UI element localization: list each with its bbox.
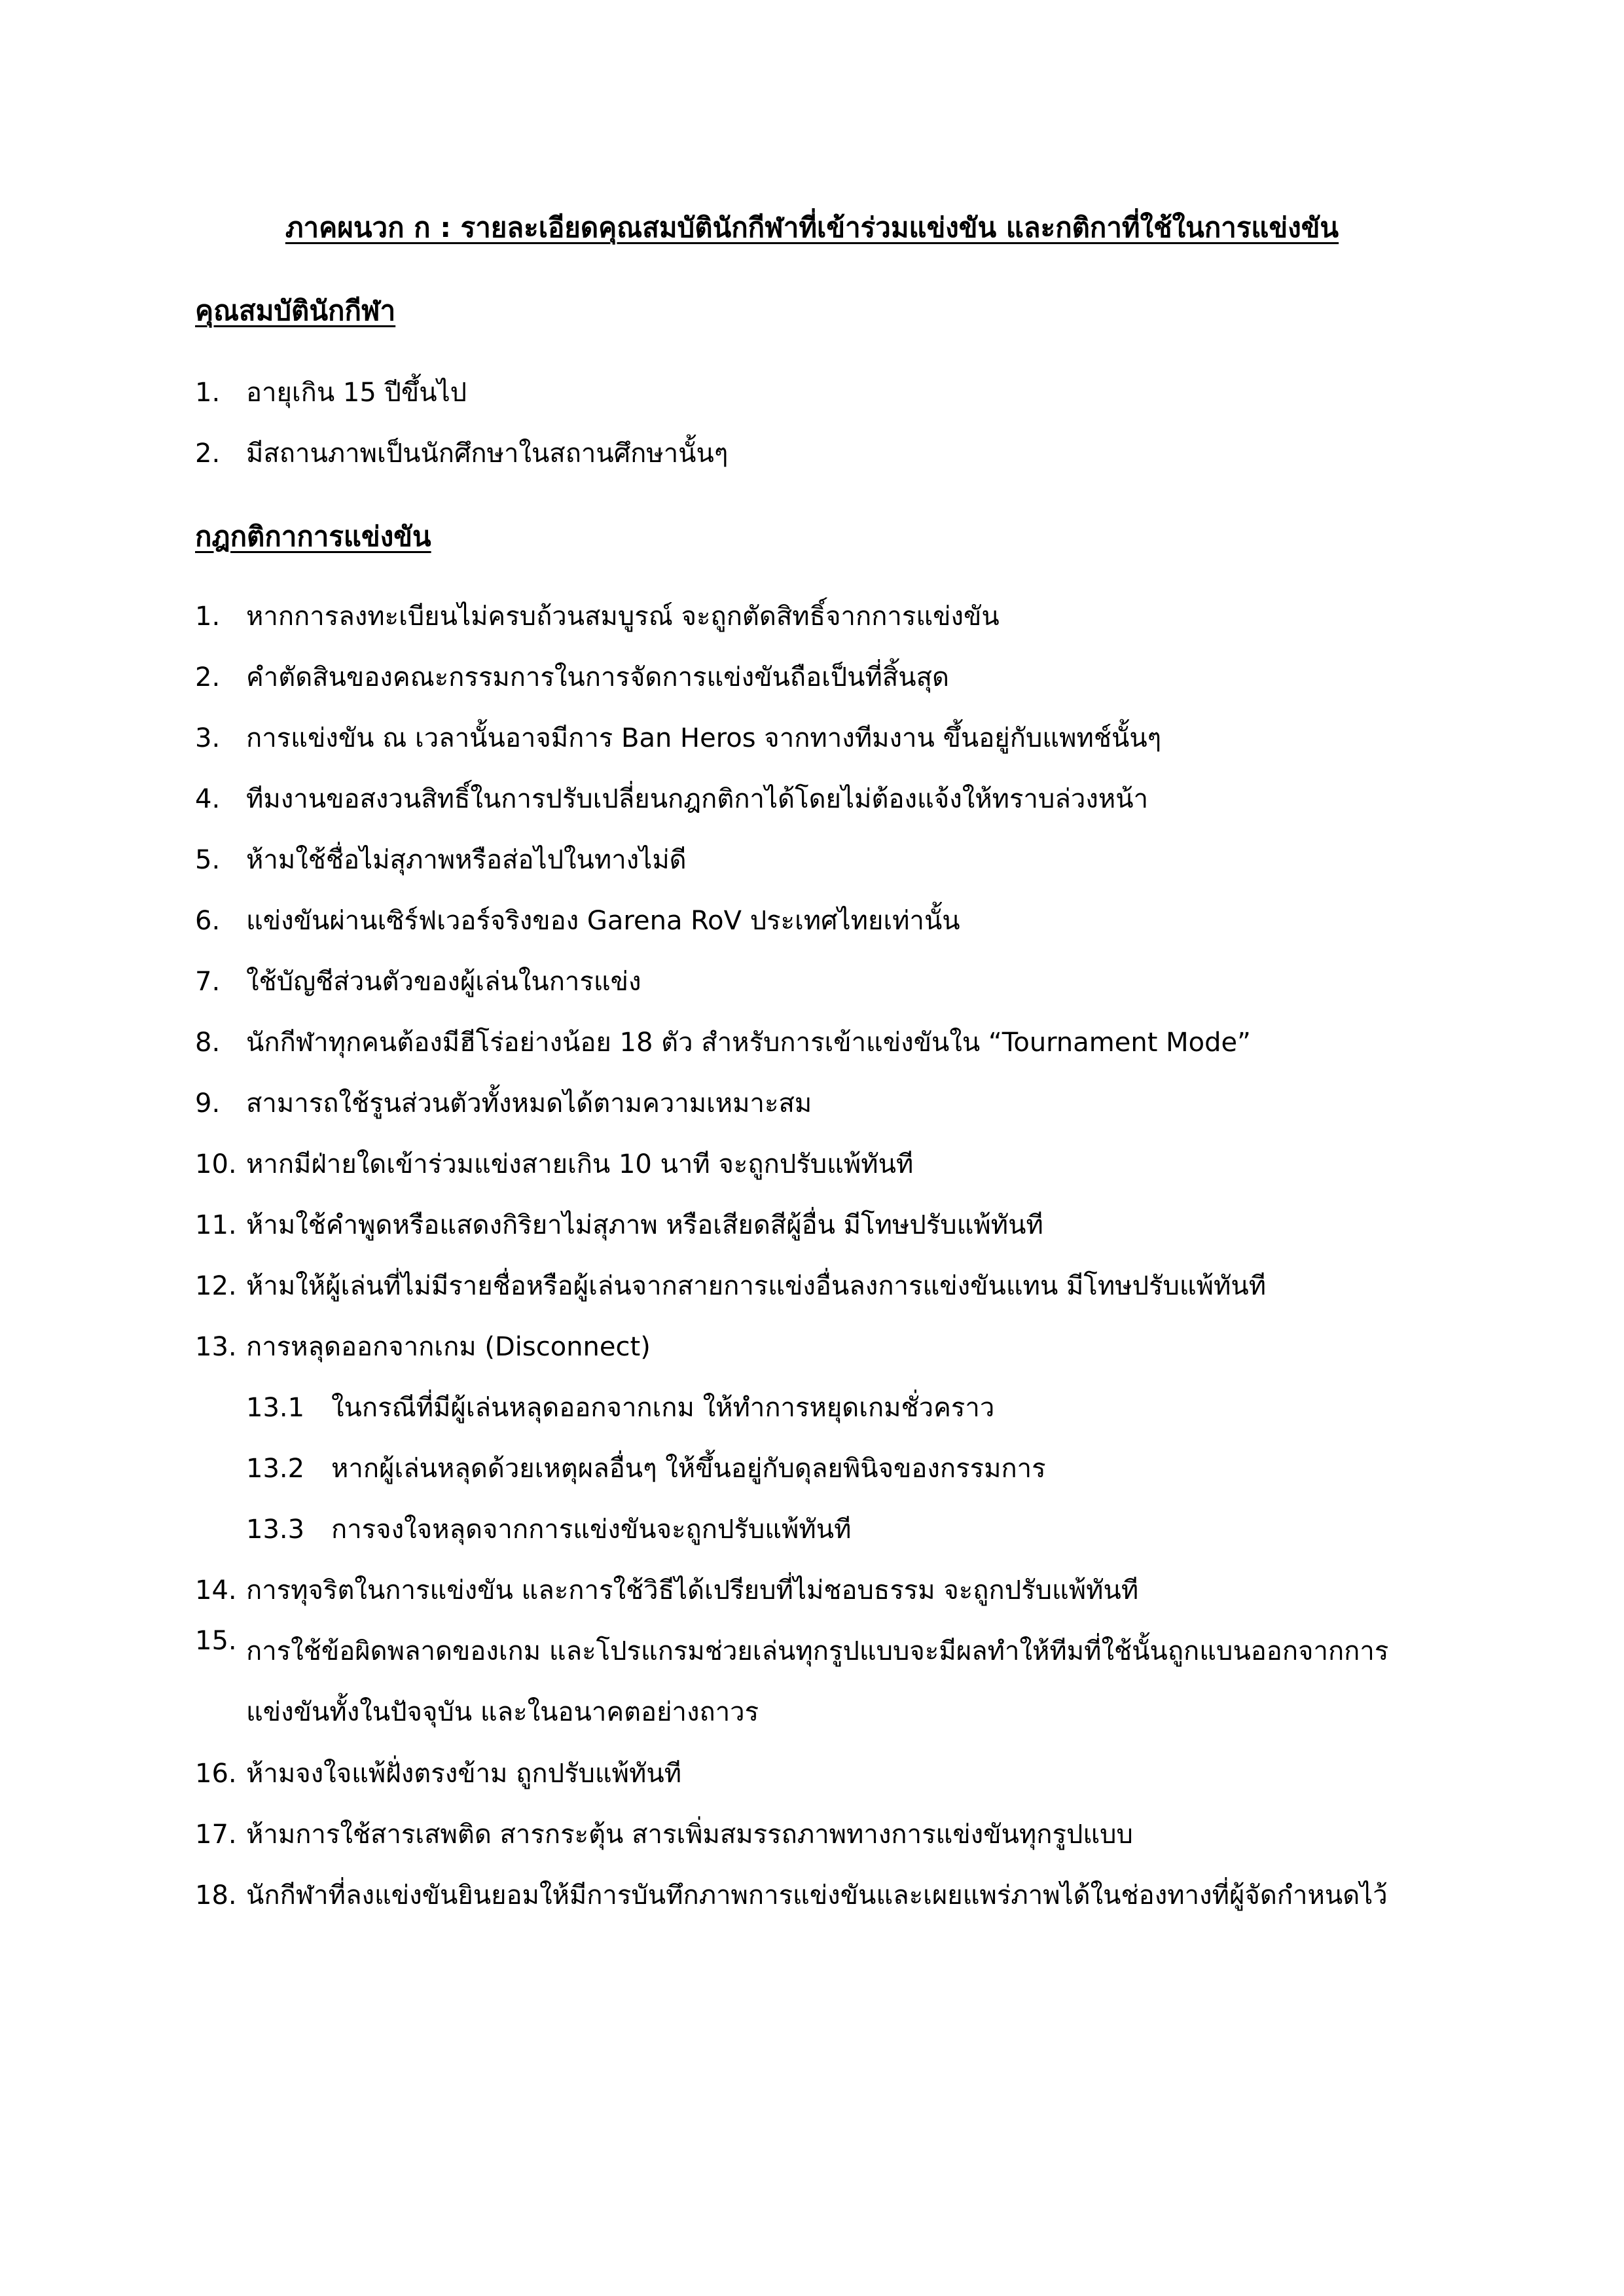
list-item [195, 1206, 1504, 1245]
item-number: 2. [195, 662, 221, 692]
list-item [195, 1145, 1504, 1184]
qualifications-heading: คุณสมบัตินักกีฬา [195, 295, 396, 327]
list-item [195, 780, 1504, 819]
list-item [195, 840, 1504, 880]
qualifications-list [195, 373, 1504, 495]
item-text: มีสถานภาพเป็นนักศึกษาในสถานศึกษานั้นๆ [246, 439, 729, 469]
item-text: การหลุดออกจากเกม (Disconnect) [246, 1332, 651, 1362]
list-item [195, 719, 1504, 758]
sub-list-item [195, 1388, 1504, 1427]
item-number: 14. [195, 1575, 237, 1605]
item-text: นักกีฬาที่ลงแข่งขันยินยอมให้มีการบันทึกภาพการแข่งขันและเผยแพร่ภาพได้ในช่องทางที่ผู้จัดกำหนดไว้ [246, 1880, 1388, 1910]
item-number: 11. [195, 1210, 237, 1240]
item-text: อายุเกิน 15 ปีขึ้นไป [246, 378, 467, 408]
sub-item-number: 13.3 [246, 1515, 305, 1545]
item-text: ห้ามจงใจแพ้ฝั่งตรงข้าม ถูกปรับแพ้ทันที [246, 1759, 682, 1789]
item-text: นักกีฬาทุกคนต้องมีฮีโร่อย่างน้อย 18 ตัว สำหรับการเข้าแข่งขันใน “Tournament Mode” [246, 1028, 1251, 1058]
sub-list-item [195, 1510, 1504, 1549]
item-number: 1. [195, 378, 221, 408]
item-text: ห้ามใช้ชื่อไม่สุภาพหรือส่อไปในทางไม่ดี [246, 845, 687, 875]
rules-heading: กฎกติกาการแข่งขัน [195, 520, 431, 552]
item-text: ห้ามให้ผู้เล่นที่ไม่มีรายชื่อหรือผู้เล่นจากสายการแข่งอื่นลงการแข่งขันแทน มีโทษปรับแพ้ทันที [246, 1271, 1267, 1301]
item-text: ทีมงานขอสงวนสิทธิ์ในการปรับเปลี่ยนกฎกติกาได้โดยไม่ต้องแจ้งให้ทราบล่วงหน้า [246, 784, 1149, 814]
item-number: 13. [195, 1332, 237, 1362]
list-item [195, 1621, 1504, 1743]
item-number: 10. [195, 1149, 237, 1179]
item-number: 18. [195, 1880, 237, 1910]
sub-item-number: 13.2 [246, 1454, 305, 1484]
item-number: 1. [195, 601, 221, 632]
sub-item-text: การจงใจหลุดจากการแข่งขันจะถูกปรับแพ้ทันที [331, 1515, 852, 1545]
list-item [195, 901, 1504, 941]
item-number: 3. [195, 723, 221, 753]
list-item [195, 1815, 1504, 1854]
item-text: ห้ามใช้คำพูดหรือแสดงกิริยาไม่สุภาพ หรือเสียดสีผู้อื่น มีโทษปรับแพ้ทันที [246, 1210, 1043, 1240]
item-text: สามารถใช้รูนส่วนตัวทั้งหมดได้ตามความเหมาะสม [246, 1088, 812, 1119]
item-number: 17. [195, 1820, 237, 1850]
item-number: 8. [195, 1028, 221, 1058]
item-number: 16. [195, 1759, 237, 1789]
item-number: 5. [195, 845, 221, 875]
item-text: การแข่งขัน ณ เวลานั้นอาจมีการ Ban Heros จากทางทีมงาน ขึ้นอยู่กับแพทช์นั้นๆ [246, 723, 1162, 753]
list-item [195, 1266, 1504, 1306]
item-text: ห้ามการใช้สารเสพติด สารกระตุ้น สารเพิ่มสมรรถภาพทางการแข่งขันทุกรูปแบบ [246, 1820, 1133, 1850]
item-text: คำตัดสินของคณะกรรมการในการจัดการแข่งขันถือเป็นที่สิ้นสุด [246, 662, 950, 692]
item-number: 4. [195, 784, 221, 814]
item-number: 15. [195, 1626, 237, 1656]
item-text: ใช้บัญชีส่วนตัวของผู้เล่นในการแข่ง [246, 967, 641, 997]
list-item [195, 597, 1504, 636]
item-text: การทุจริตในการแข่งขัน และการใช้วิธีได้เปรียบที่ไม่ชอบธรรม จะถูกปรับแพ้ทันที [246, 1575, 1139, 1605]
sub-item-text: หากผู้เล่นหลุดด้วยเหตุผลอื่นๆ ให้ขึ้นอยู่กับดุลยพินิจของกรรมการ [331, 1454, 1046, 1484]
item-number: 12. [195, 1271, 237, 1301]
item-number: 7. [195, 967, 221, 997]
item-number: 6. [195, 906, 221, 936]
item-text: การใช้ข้อผิดพลาดของเกม และโปรแกรมช่วยเล่นทุกรูปแบบจะมีผลทำให้ทีมที่ใช้นั้นถูกแบนออกจากการแข่งขันทั้งในปัจจุบัน และในอนาคตอย่างถาวร [246, 1636, 1389, 1727]
sub-list-item [195, 1449, 1504, 1488]
document-title: ภาคผนวก ก : รายละเอียดคุณสมบัตินักกีฬาที่เข้าร่วมแข่งขัน และกติกาที่ใช้ในการแข่งขัน [285, 211, 1339, 243]
list-item [195, 962, 1504, 1001]
list-item [195, 658, 1504, 697]
list-item [195, 373, 1504, 412]
sub-item-number: 13.1 [246, 1393, 305, 1423]
list-item [195, 1571, 1504, 1610]
item-text: หากการลงทะเบียนไม่ครบถ้วนสมบูรณ์ จะถูกตัดสิทธิ์จากการแข่งขัน [246, 601, 1000, 632]
item-number: 2. [195, 439, 221, 469]
list-item [195, 1084, 1504, 1123]
list-item [195, 1327, 1504, 1367]
list-item [195, 1754, 1504, 1793]
item-number: 9. [195, 1088, 221, 1119]
rules-list [195, 597, 1504, 1937]
item-text: หากมีฝ่ายใดเข้าร่วมแข่งสายเกิน 10 นาที จะถูกปรับแพ้ทันที [246, 1149, 914, 1179]
list-item [195, 1876, 1504, 1915]
list-item [195, 434, 1504, 473]
item-text: แข่งขันผ่านเซิร์ฟเวอร์จริงของ Garena RoV ประเทศไทยเท่านั้น [246, 906, 960, 936]
sub-item-text: ในกรณีที่มีผู้เล่นหลุดออกจากเกม ให้ทำการหยุดเกมชั่วคราว [331, 1393, 995, 1423]
list-item [195, 1023, 1504, 1062]
